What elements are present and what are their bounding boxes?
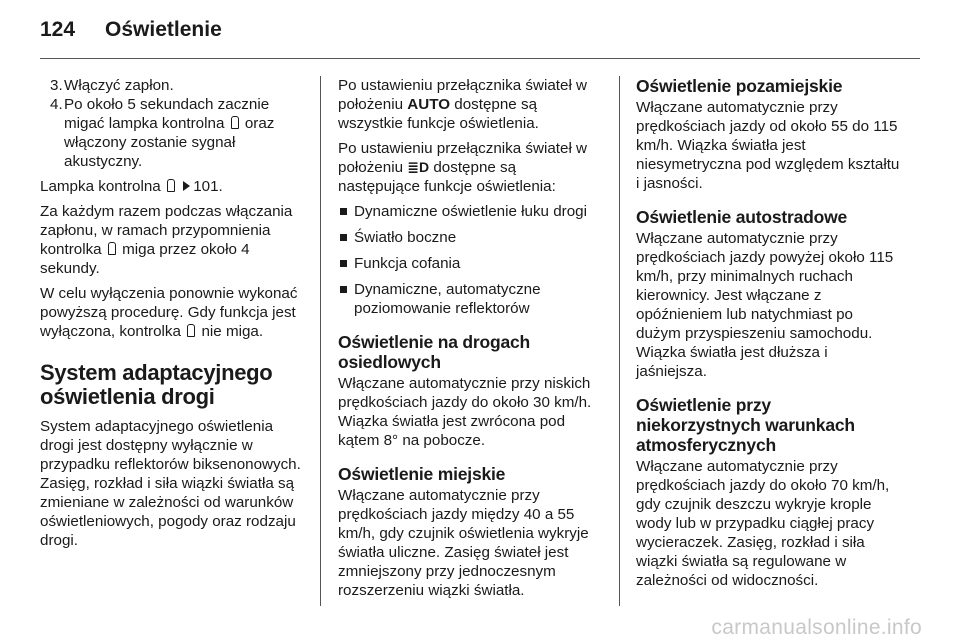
- subheading: Oświetlenie pozamiejskie: [636, 76, 843, 96]
- paragraph: Po ustawieniu przełącznika świateł w położeniu ≣D dostępne są następujące funkcje oświetlenia:: [338, 140, 588, 195]
- step-item: 4. Po około 5 sekundach zacznie migać lampka kontrolna oraz włączony zostanie sygnał akustyczny.: [50, 96, 275, 170]
- column-divider-1: [320, 76, 321, 606]
- page-header: [40, 18, 222, 48]
- paragraph: W celu wyłączenia ponownie wykonać powyższą procedurę. Gdy funkcja jest wyłączona, kontrolka nie miga.: [40, 285, 298, 340]
- warning-lamp-icon: [167, 179, 175, 192]
- column-1: [40, 76, 304, 556]
- paragraph: Włączane automatycznie przy prędkościach jazdy powyżej około 115 km/h, przy minimalnych ruchach kierownicy. Jest włączane z opóźnieniem lub natychmiast po dużym przyspieszeniu samochodu. Wiązka światła jest dłuższa i jaśniejsza.: [636, 230, 894, 380]
- paragraph: Włączane automatycznie przy prędkościach jazdy do około 70 km/h, gdy czujnik deszczu wykryje krople wody lub w przypadku ciągłej pracy wycieraczek. Zasięg, rozkład i siła wiązki światła są regulowane w zależności od widoczności.: [636, 458, 890, 589]
- header-rule: [40, 58, 920, 59]
- page-reference-icon: [183, 181, 190, 191]
- list-item: Światło boczne: [338, 228, 602, 247]
- auto-label: AUTO: [407, 96, 451, 113]
- subheading: Oświetlenie przy niekorzystnych warunkach atmosferycznych: [636, 395, 855, 455]
- column-3: [636, 76, 900, 596]
- functions-list: [338, 202, 602, 318]
- page-title: Oświetlenie: [105, 18, 222, 41]
- list-item: Funkcja cofania: [338, 254, 602, 273]
- paragraph: Po ustawieniu przełącznika świateł w położeniu AUTO dostępne są wszystkie funkcje oświetlenia.: [338, 77, 588, 132]
- paragraph: Lampka kontrolna 101.: [40, 178, 223, 195]
- warning-lamp-icon: [231, 116, 239, 129]
- column-divider-2: [619, 76, 620, 606]
- list-item: Dynamiczne oświetlenie łuku drogi: [338, 202, 602, 221]
- paragraph: Za każdym razem podczas włączania zapłonu, w ramach przypomnienia kontrolka miga przez około 4 sekundy.: [40, 203, 293, 277]
- subheading: Oświetlenie autostradowe: [636, 207, 848, 227]
- column-2: [338, 76, 602, 606]
- step-item: 3. Włączyć zapłon.: [50, 77, 174, 94]
- warning-lamp-icon: [108, 242, 116, 255]
- watermark: carmanualsonline.info: [711, 616, 922, 639]
- list-item: Dynamiczne, automatyczne poziomowanie reflektorów: [338, 280, 602, 318]
- section-heading: System adaptacyjnego oświetlenia drogi: [40, 360, 273, 409]
- paragraph: Włączane automatycznie przy niskich prędkościach jazdy do około 30 km/h. Wiązka światła jest zwrócona pod kątem 8° na pobocze.: [338, 375, 592, 449]
- paragraph: System adaptacyjnego oświetlenia drogi jest dostępny wyłącznie w przypadku reflektorów biksenonowych. Zasięg, rozkład i siła wiązki światła są zmieniane w zależności od warunków oświetleniowych, pogody oraz rodzaju drogi.: [40, 418, 301, 549]
- warning-lamp-icon: [187, 324, 195, 337]
- paragraph: Włączane automatycznie przy prędkościach jazdy między 40 a 55 km/h, gdy czujnik oświetlenia wykryje światła uliczne. Zasięg świateł jest zmniejszony przy jednoczesnym rozszerzeniu wiązki światła.: [338, 487, 589, 599]
- paragraph: Włączane automatycznie przy prędkościach jazdy od około 55 do 115 km/h. Wiązka światła jest niesymetryczna pod względem kształtu i jasności.: [636, 99, 900, 192]
- steps-list: [40, 76, 304, 171]
- page-reference-link[interactable]: 101.: [193, 178, 223, 195]
- subheading: Oświetlenie miejskie: [338, 464, 506, 484]
- subheading: Oświetlenie na drogach osiedlowych: [338, 332, 531, 372]
- low-beam-icon: ≣D: [407, 159, 430, 175]
- page-number: 124: [40, 18, 76, 41]
